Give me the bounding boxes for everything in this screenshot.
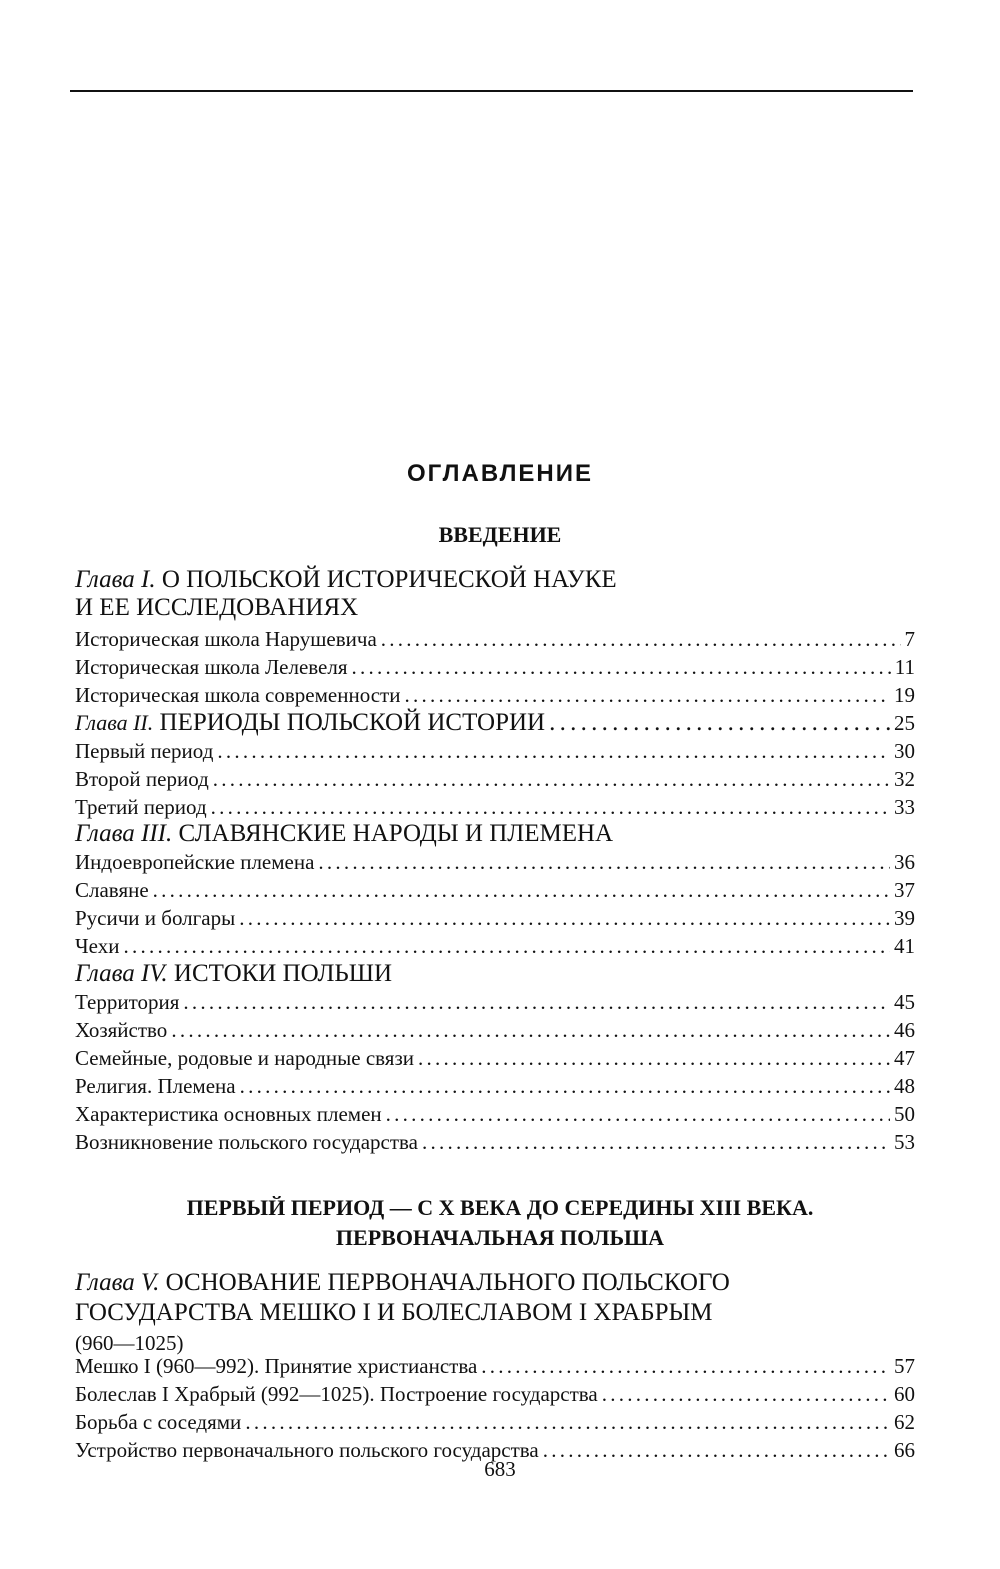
dot-leader (217, 737, 890, 765)
chapter-2-heading[interactable] (75, 709, 915, 737)
dot-leader (422, 1128, 890, 1156)
entry-label: Славяне (75, 878, 149, 902)
entry-page: 53 (894, 1130, 915, 1154)
entry-label: Чехи (75, 934, 120, 958)
dot-leader (404, 681, 890, 709)
chapter-1-title-line2: И ЕЕ ИССЛЕДОВАНИЯХ (75, 594, 359, 621)
chapter-1-title-line1: О ПОЛЬСКОЙ ИСТОРИЧЕСКОЙ НАУКЕ (161, 566, 617, 593)
entry-label: Территория (75, 990, 180, 1014)
dot-leader (240, 1072, 890, 1100)
toc-entry[interactable] (75, 625, 915, 653)
chapter-1-label: Глава I. (75, 566, 156, 593)
page-number: 683 (484, 1457, 516, 1481)
chapter-3-entries (75, 848, 915, 960)
toc-entry[interactable] (75, 1408, 915, 1436)
entry-label: Религия. Племена (75, 1074, 236, 1098)
chapter-4-heading[interactable] (75, 960, 915, 988)
dot-leader (352, 653, 891, 681)
chapter-4-label: Глава IV. (75, 960, 168, 987)
entry-label: Первый период (75, 739, 214, 763)
entry-page: 46 (894, 1018, 915, 1042)
entry-page: 50 (894, 1102, 915, 1126)
dot-leader (386, 1100, 890, 1128)
dot-leader (318, 848, 890, 876)
toc-entry[interactable] (75, 904, 915, 932)
toc-entry[interactable] (75, 1128, 915, 1156)
chapter-3-title: СЛАВЯНСКИЕ НАРОДЫ И ПЛЕМЕНА (178, 820, 614, 847)
toc-entry[interactable] (75, 848, 915, 876)
entry-label: Историческая школа современности (75, 683, 401, 707)
toc-entry[interactable] (75, 1352, 915, 1380)
chapter-1-entries (75, 625, 915, 709)
toc-entry[interactable] (75, 1044, 915, 1072)
intro-heading: ВВЕДЕНИЕ (438, 522, 562, 547)
entry-page: 7 (904, 627, 915, 651)
entry-label: Борьба с соседями (75, 1410, 242, 1434)
chapter-2-block (75, 709, 915, 821)
chapter-3-heading[interactable] (75, 820, 915, 848)
entry-page: 11 (894, 655, 915, 679)
entry-page: 62 (894, 1410, 915, 1434)
toc-entry[interactable] (75, 876, 915, 904)
chapter-2-label: Глава II. (75, 710, 154, 735)
entry-page: 45 (894, 990, 915, 1014)
dot-leader (123, 932, 890, 960)
chapter-5-title-line2: ГОСУДАРСТВА МЕШКО I И БОЛЕСЛАВОМ I ХРАБРЫМ (75, 1299, 713, 1326)
dot-leader (418, 1044, 890, 1072)
dot-leader (211, 793, 890, 821)
dot-leader (239, 904, 890, 932)
chapter-5-title-line3: (960—1025) (75, 1331, 184, 1355)
dot-leader (183, 988, 890, 1016)
entry-label: Болеслав I Храбрый (992—1025). Построение государства (75, 1382, 598, 1406)
entry-label: Русичи и болгары (75, 906, 236, 930)
chapter-2-page: 25 (894, 711, 915, 735)
chapter-2-title: ПЕРИОДЫ ПОЛЬСКОЙ ИСТОРИИ (159, 709, 546, 736)
entry-page: 41 (894, 934, 915, 958)
top-rule (70, 90, 913, 92)
entry-label: Мешко I (960—992). Принятие христианства (75, 1354, 478, 1378)
entry-label: Историческая школа Нарушевича (75, 627, 377, 651)
entry-label: Устройство первоначального польского государства (75, 1438, 539, 1462)
entry-label: Семейные, родовые и народные связи (75, 1046, 414, 1070)
chapter-5-heading[interactable] (75, 1268, 915, 1358)
dot-leader (381, 625, 901, 653)
entry-label: Третий период (75, 795, 207, 819)
toc-entry[interactable] (75, 653, 915, 681)
entry-page: 32 (894, 767, 915, 791)
toc-entry[interactable] (75, 1016, 915, 1044)
period-1-heading-line2: ПЕРВОНАЧАЛЬНАЯ ПОЛЬША (335, 1225, 665, 1250)
entry-page: 57 (894, 1354, 915, 1378)
dot-leader (213, 765, 890, 793)
dot-leader (549, 709, 890, 737)
dot-leader (602, 1380, 890, 1408)
entry-label: Возникновение польского государства (75, 1130, 418, 1154)
entry-page: 66 (894, 1438, 915, 1462)
period-1-heading (0, 1193, 1000, 1253)
entry-page: 19 (894, 683, 915, 707)
toc-entry[interactable] (75, 932, 915, 960)
toc-entry[interactable] (75, 737, 915, 765)
chapter-3-label: Глава III. (75, 820, 173, 847)
period-1-heading-line1: ПЕРВЫЙ ПЕРИОД — С X ВЕКА ДО СЕРЕДИНЫ XIII ВЕКА. (186, 1195, 814, 1220)
entry-page: 60 (894, 1382, 915, 1406)
entry-label: Индоевропейские племена (75, 850, 315, 874)
entry-page: 33 (894, 795, 915, 819)
entry-label: Историческая школа Лелевеля (75, 655, 348, 679)
entry-page: 48 (894, 1074, 915, 1098)
entry-label: Характеристика основных племен (75, 1102, 382, 1126)
dot-leader (481, 1352, 890, 1380)
chapter-4-title: ИСТОКИ ПОЛЬШИ (173, 960, 393, 987)
toc-entry[interactable] (75, 765, 915, 793)
toc-entry[interactable] (75, 793, 915, 821)
chapter-5-title-line1: ОСНОВАНИЕ ПЕРВОНАЧАЛЬНОГО ПОЛЬСКОГО (165, 1269, 730, 1296)
toc-title: ОГЛАВЛЕНИЕ (406, 460, 594, 487)
entry-page: 39 (894, 906, 915, 930)
chapter-4-entries (75, 988, 915, 1156)
chapter-5-label: Глава V. (75, 1269, 160, 1296)
toc-entry[interactable] (75, 1100, 915, 1128)
chapter-5-entries (75, 1352, 915, 1464)
dot-leader (171, 1016, 890, 1044)
dot-leader (245, 1408, 890, 1436)
entry-page: 36 (894, 850, 915, 874)
toc-entry[interactable] (75, 1072, 915, 1100)
entry-page: 37 (894, 878, 915, 902)
toc-entry[interactable] (75, 681, 915, 709)
toc-entry[interactable] (75, 988, 915, 1016)
toc-entry[interactable] (75, 1380, 915, 1408)
entry-label: Второй период (75, 767, 209, 791)
entry-page: 47 (894, 1046, 915, 1070)
chapter-1-heading[interactable] (75, 566, 915, 622)
entry-label: Хозяйство (75, 1018, 168, 1042)
dot-leader (153, 876, 890, 904)
entry-page: 30 (894, 739, 915, 763)
